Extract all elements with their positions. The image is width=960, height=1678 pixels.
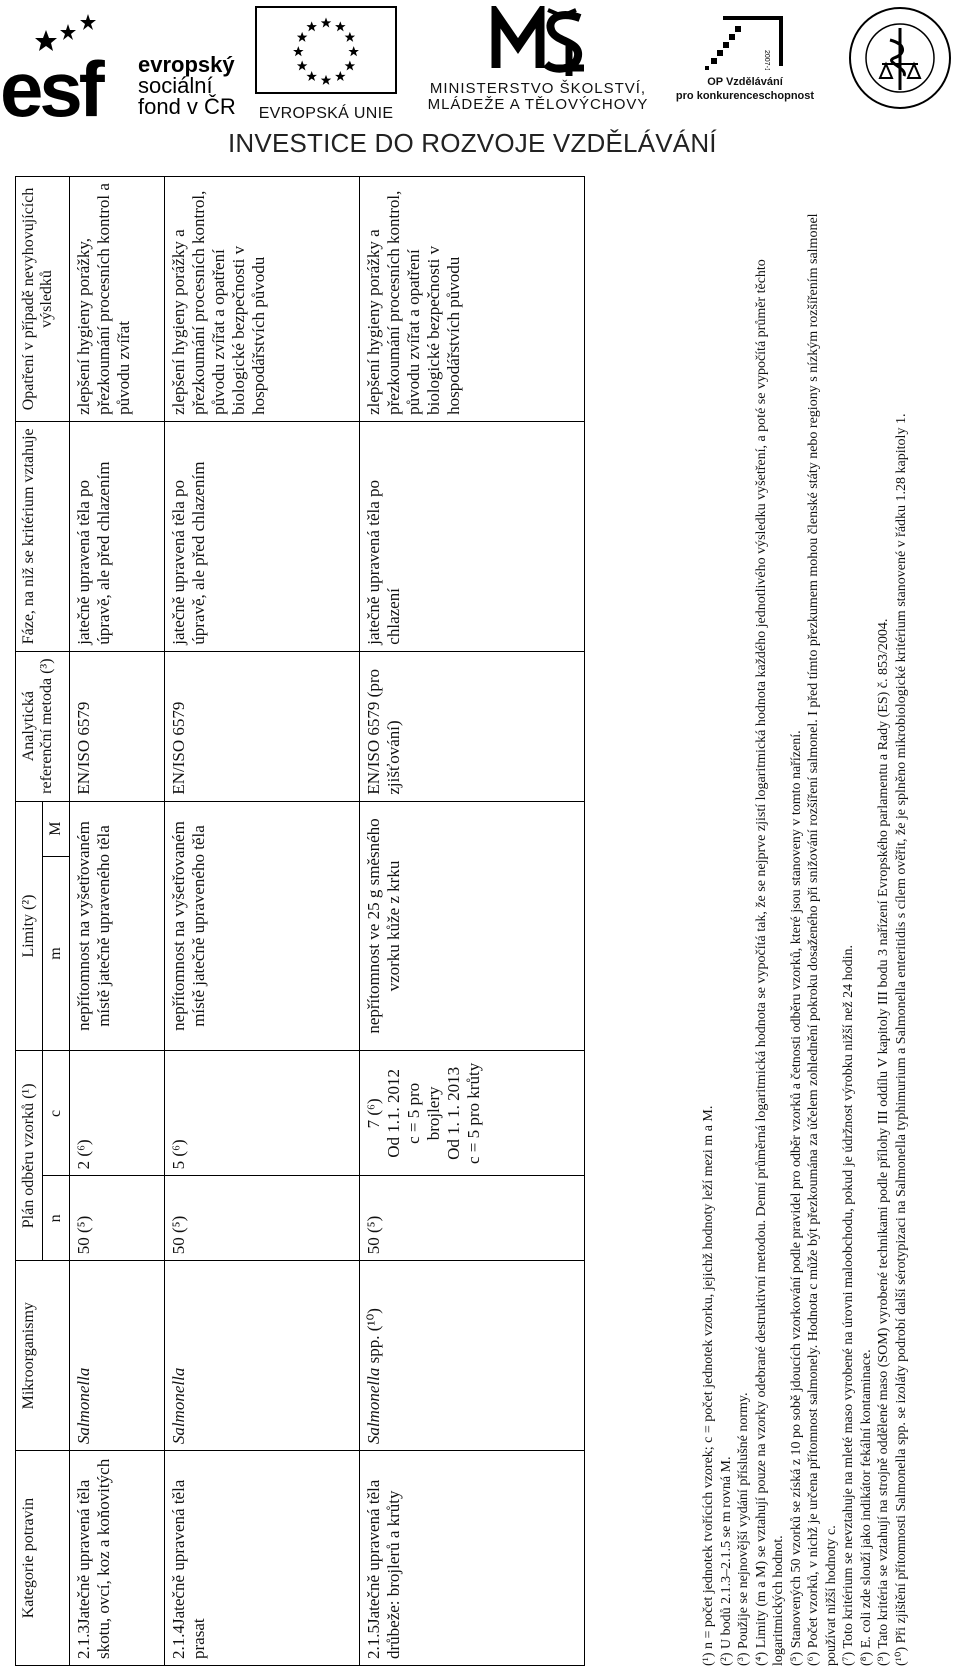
header-n: n [43,1176,70,1261]
op-mark-icon [703,14,787,70]
header-stage: Fáze, na niž se kritérium vztahuje [16,421,70,651]
tagline: INVESTICE DO ROZVOJE VZDĚLÁVÁNÍ [228,128,717,158]
action-cell: zlepšení hygieny porážky a přezkoumání procesních kontrol, původu zvířat a opatření biologické bezpečnosti v hospodářstvích původu [165,177,360,422]
n-cell: 50 (⁵) [360,1176,585,1261]
rotated-page [0,168,960,1678]
msmt-logo [408,6,668,118]
row-code: 2.1.3 [74,1625,93,1659]
header-action: Opatření v případě nevyhovujících výsledků [16,177,70,422]
header-M: M [43,801,70,856]
footnote: (⁵) Stanovených 50 vzorků se získá z 10 po sobě jdoucích vzorkování podle pravidel pro odběr vzorků a četnosti odběru vzorků, které jsou stanoveny v tomto nařízení. [788,730,804,1666]
organism-cell [70,1261,165,1451]
stage-cell: jatečně upravená těla po chlazení [360,421,585,651]
limit-cell: nepřítomnost ve 25 g směsného vzorku kůže z krku [360,801,585,1051]
header-c: c [43,1051,70,1176]
stage-cell: jatečně upravená těla po úpravě, ale před chlazením [70,421,165,651]
footnote: (⁷) Toto kritérium se nevztahuje na mleté maso vyrobené na úrovni maloobchodu, pokud je údržnost výrobku nižší než 24 hodin. [841,945,856,1666]
footnote: (²) U bodů 2.1.3–2.1.5 se m rovná M. [718,1456,734,1666]
op-line2: pro konkurenceschopnost [675,90,815,102]
footnote: (¹⁰) Při zjištění přítomnosti Salmonella spp. se izoláty podrobí další sérotypizaci na Salmonella typhimurium a Salmonella enteritidis s cílem ověřit, že je splněno mikrobiologické kritérium stanovené v řádku 1.28 kapitoly 1. [893,413,909,1666]
esf-line1: evropský [138,52,235,77]
op-line1: OP Vzdělávání [707,76,783,88]
row-code: 2.1.4 [169,1625,188,1659]
organism-name: Salmonella [364,1367,383,1445]
n-cell: 50 (⁵) [70,1176,165,1261]
header [0,0,960,158]
table-row [360,177,585,1666]
eu-label: EVROPSKÁ UNIE [258,105,394,122]
university-seal-icon [846,4,954,112]
c-cell: 5 (⁶) [165,1051,360,1176]
organism-cell [165,1261,360,1451]
limit-cell: nepřítomnost na vyšetřovaném místě jatečně upraveného těla [70,801,165,1051]
organism-suffix: spp. (¹⁰) [364,1308,383,1368]
footnote: (³) Použije se nejnovější vydání příslušné normy. [736,1392,751,1666]
row-category: Jatečně upravená těla prasat [169,1479,208,1659]
footnote: (¹) n = počet jednotek tvořících vzorek; c = počet jednotek vzorku, jejichž hodnoty leží mezi m a M. [701,1105,716,1666]
header-plan: Plán odběru vzorků (¹) [16,1051,43,1261]
header-m: m [43,856,70,1051]
op-logo [670,14,820,118]
criteria-table [15,176,585,1666]
msmt-mark-icon [488,6,588,76]
n-cell: 50 (⁵) [165,1176,360,1261]
header-organism: Mikroorganismy [16,1261,70,1451]
organism-name: Salmonella [74,1367,93,1445]
esf-logo [0,10,245,133]
action-cell: zlepšení hygieny porážky, přezkoumání procesních kontrol a původu zvířat [70,177,165,422]
c-note: Od 1.1. 2012 [384,1069,403,1158]
organism-cell [360,1261,585,1451]
table-row [70,177,165,1666]
c-cell: 2 (⁶) [70,1051,165,1176]
rotated-content [15,176,915,1666]
method-cell: EN/ISO 6579 [165,651,360,801]
footnote: (⁸) E. coli zde slouží jako indikátor fekální kontaminace. [858,1349,874,1666]
stage-cell: jatečně upravená těla po úpravě, ale před chlazením [165,421,360,651]
row-category: Jatečně upravená těla drůbeže: brojlerů a krůty [364,1479,403,1659]
op-years: 2007-13 [763,50,770,70]
c-note: c = 5 pro krůty [464,1062,483,1164]
msmt-line1: MINISTERSTVO ŠKOLSTVÍ, [429,80,647,97]
header-limits: Limity (²) [16,801,43,1051]
organism-name: Salmonella [169,1367,188,1445]
table-row [165,177,360,1666]
category-cell [360,1451,585,1666]
limit-cell: nepřítomnost na vyšetřovaném místě jatečně upraveného těla [165,801,360,1051]
eu-stars-icon [255,6,397,94]
header-method: Analytická referenční metoda (³) [16,651,70,801]
action-cell: zlepšení hygieny porážky a přezkoumání procesních kontrol, původu zvířat a opatření biologické bezpečnosti v hospodářstvích původu [360,177,585,422]
header-category: Kategorie potravin [16,1451,70,1666]
row-category: Jatečně upravená těla skotu, ovcí, koz a koňovitých [74,1458,113,1659]
c-value: 7 (⁶) [364,1098,383,1129]
c-note: c = 5 pro brojlery [404,1082,443,1144]
c-cell [360,1051,585,1176]
footnote: (⁹) Tato kritéria se vztahují na strojně oddělené maso (SOM) vyrobené technikami podle přílohy III oddílu V kapitoly III bodu 3 nařízení Evropského parlamentu a Rady (ES) č. 853/2004. [876,618,891,1666]
category-cell [70,1451,165,1666]
esf-wordmark: esf [0,45,101,133]
c-note: Od 1. 1. 2013 [444,1066,463,1160]
method-cell: EN/ISO 6579 [70,651,165,801]
footnotes [700,176,910,1666]
esf-line2: sociální [138,73,213,98]
row-code: 2.1.5 [364,1625,383,1659]
method-cell: EN/ISO 6579 (pro zjišťování) [360,651,585,801]
esf-text [138,54,236,117]
msmt-line2: MLÁDEŽE A TĚLOVÝCHOVY [427,96,649,113]
footnote: (⁶) Počet vzorků, v nichž je určena přítomnost salmonely. Hodnota c může být přezkoumána za účelem zohlednění pokroku dosaženého při snižování rozšíření salmonel. I před tímto přezkumem mohou členské státy nebo regiony s nízkým rozšířením salmonel používat nižší hodnoty c. [806,213,839,1666]
eu-logo [255,6,397,122]
esf-line3: fond v ČR [138,94,236,119]
footnote: (⁴) Limity (m a M) se vztahují pouze na vzorky odebrané destruktivní metodou. Denní průměrná logaritmická hodnota se vypočítá tak, že se nejprve zjistí logaritmická hodnota každého jednotlivého výsledku vyšetření, a poté se vypočítá průměr těchto logaritmických hodnot. [753,259,786,1666]
category-cell [165,1451,360,1666]
